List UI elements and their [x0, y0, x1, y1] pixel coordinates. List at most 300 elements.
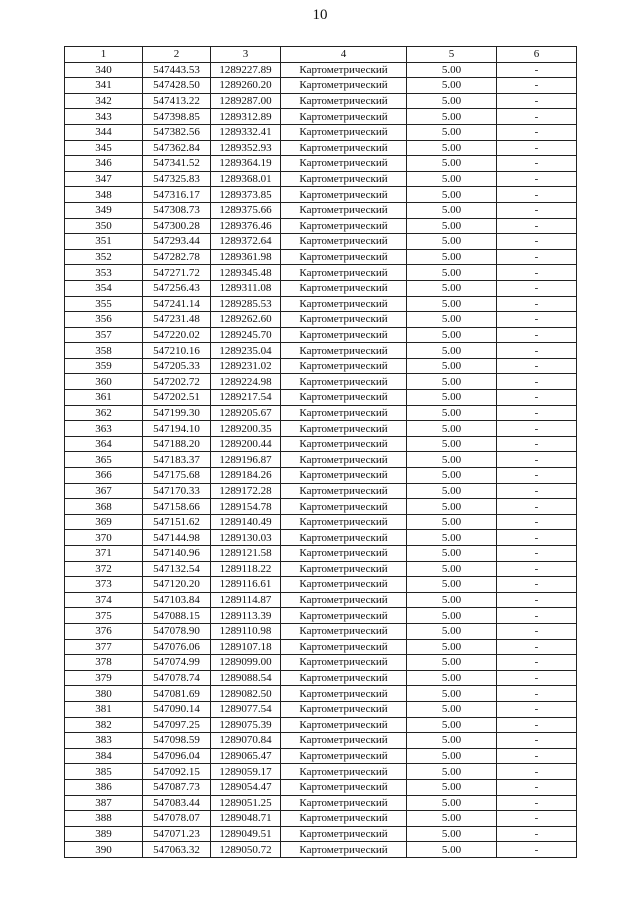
x-coordinate-cell: 547083.44 [143, 795, 211, 811]
method-cell: Картометрический [281, 265, 407, 281]
accuracy-cell: 5.00 [407, 795, 497, 811]
description-cell: - [497, 499, 577, 515]
description-cell: - [497, 62, 577, 78]
table-row [65, 795, 577, 811]
point-number-cell: 382 [65, 717, 143, 733]
table-row [65, 686, 577, 702]
column-header-3: 3 [211, 47, 281, 63]
point-number-cell: 360 [65, 374, 143, 390]
x-coordinate-cell: 547158.66 [143, 499, 211, 515]
table-row [65, 421, 577, 437]
method-cell: Картометрический [281, 764, 407, 780]
table-row [65, 390, 577, 406]
x-coordinate-cell: 547428.50 [143, 78, 211, 94]
accuracy-cell: 5.00 [407, 779, 497, 795]
description-cell: - [497, 249, 577, 265]
point-number-cell: 361 [65, 390, 143, 406]
point-number-cell: 365 [65, 452, 143, 468]
description-cell: - [497, 296, 577, 312]
table-row [65, 140, 577, 156]
description-cell: - [497, 639, 577, 655]
x-coordinate-cell: 547078.74 [143, 670, 211, 686]
method-cell: Картометрический [281, 577, 407, 593]
x-coordinate-cell: 547205.33 [143, 358, 211, 374]
point-number-cell: 362 [65, 405, 143, 421]
point-number-cell: 373 [65, 577, 143, 593]
accuracy-cell: 5.00 [407, 546, 497, 562]
method-cell: Картометрический [281, 514, 407, 530]
x-coordinate-cell: 547188.20 [143, 436, 211, 452]
accuracy-cell: 5.00 [407, 499, 497, 515]
x-coordinate-cell: 547341.52 [143, 156, 211, 172]
description-cell: - [497, 655, 577, 671]
y-coordinate-cell: 1289345.48 [211, 265, 281, 281]
description-cell: - [497, 623, 577, 639]
x-coordinate-cell: 547071.23 [143, 826, 211, 842]
accuracy-cell: 5.00 [407, 312, 497, 328]
point-number-cell: 364 [65, 436, 143, 452]
description-cell: - [497, 156, 577, 172]
accuracy-cell: 5.00 [407, 452, 497, 468]
y-coordinate-cell: 1289113.39 [211, 608, 281, 624]
accuracy-cell: 5.00 [407, 561, 497, 577]
y-coordinate-cell: 1289054.47 [211, 779, 281, 795]
table-row [65, 764, 577, 780]
x-coordinate-cell: 547098.59 [143, 733, 211, 749]
accuracy-cell: 5.00 [407, 468, 497, 484]
description-cell: - [497, 842, 577, 858]
y-coordinate-cell: 1289285.53 [211, 296, 281, 312]
table-row [65, 280, 577, 296]
method-cell: Картометрический [281, 78, 407, 94]
method-cell: Картометрический [281, 156, 407, 172]
y-coordinate-cell: 1289172.28 [211, 483, 281, 499]
accuracy-cell: 5.00 [407, 577, 497, 593]
y-coordinate-cell: 1289352.93 [211, 140, 281, 156]
x-coordinate-cell: 547078.07 [143, 811, 211, 827]
y-coordinate-cell: 1289184.26 [211, 468, 281, 484]
table-row [65, 499, 577, 515]
description-cell: - [497, 421, 577, 437]
y-coordinate-cell: 1289287.00 [211, 93, 281, 109]
x-coordinate-cell: 547210.16 [143, 343, 211, 359]
method-cell: Картометрический [281, 140, 407, 156]
point-number-cell: 352 [65, 249, 143, 265]
method-cell: Картометрический [281, 358, 407, 374]
method-cell: Картометрический [281, 795, 407, 811]
description-cell: - [497, 343, 577, 359]
accuracy-cell: 5.00 [407, 748, 497, 764]
accuracy-cell: 5.00 [407, 623, 497, 639]
point-number-cell: 372 [65, 561, 143, 577]
x-coordinate-cell: 547202.51 [143, 390, 211, 406]
x-coordinate-cell: 547087.73 [143, 779, 211, 795]
y-coordinate-cell: 1289048.71 [211, 811, 281, 827]
table-row [65, 296, 577, 312]
y-coordinate-cell: 1289116.61 [211, 577, 281, 593]
description-cell: - [497, 686, 577, 702]
x-coordinate-cell: 547382.56 [143, 124, 211, 140]
method-cell: Картометрический [281, 748, 407, 764]
point-number-cell: 385 [65, 764, 143, 780]
x-coordinate-cell: 547362.84 [143, 140, 211, 156]
table-row [65, 779, 577, 795]
table-row [65, 468, 577, 484]
table-row [65, 358, 577, 374]
point-number-cell: 351 [65, 234, 143, 250]
table-row [65, 93, 577, 109]
y-coordinate-cell: 1289075.39 [211, 717, 281, 733]
x-coordinate-cell: 547256.43 [143, 280, 211, 296]
column-header-2: 2 [143, 47, 211, 63]
coordinates-table [64, 46, 577, 858]
point-number-cell: 356 [65, 312, 143, 328]
point-number-cell: 353 [65, 265, 143, 281]
point-number-cell: 358 [65, 343, 143, 359]
description-cell: - [497, 234, 577, 250]
accuracy-cell: 5.00 [407, 514, 497, 530]
point-number-cell: 355 [65, 296, 143, 312]
y-coordinate-cell: 1289059.17 [211, 764, 281, 780]
accuracy-cell: 5.00 [407, 218, 497, 234]
column-header-4: 4 [281, 47, 407, 63]
table-row [65, 124, 577, 140]
description-cell: - [497, 390, 577, 406]
table-row [65, 670, 577, 686]
x-coordinate-cell: 547088.15 [143, 608, 211, 624]
description-cell: - [497, 764, 577, 780]
method-cell: Картометрический [281, 421, 407, 437]
table-row [65, 623, 577, 639]
y-coordinate-cell: 1289375.66 [211, 202, 281, 218]
accuracy-cell: 5.00 [407, 374, 497, 390]
y-coordinate-cell: 1289107.18 [211, 639, 281, 655]
method-cell: Картометрический [281, 312, 407, 328]
x-coordinate-cell: 547325.83 [143, 171, 211, 187]
method-cell: Картометрический [281, 390, 407, 406]
y-coordinate-cell: 1289196.87 [211, 452, 281, 468]
accuracy-cell: 5.00 [407, 686, 497, 702]
description-cell: - [497, 187, 577, 203]
description-cell: - [497, 452, 577, 468]
point-number-cell: 381 [65, 701, 143, 717]
method-cell: Картометрический [281, 93, 407, 109]
accuracy-cell: 5.00 [407, 187, 497, 203]
y-coordinate-cell: 1289373.85 [211, 187, 281, 203]
table-row [65, 405, 577, 421]
point-number-cell: 347 [65, 171, 143, 187]
point-number-cell: 371 [65, 546, 143, 562]
y-coordinate-cell: 1289049.51 [211, 826, 281, 842]
accuracy-cell: 5.00 [407, 639, 497, 655]
point-number-cell: 363 [65, 421, 143, 437]
point-number-cell: 374 [65, 592, 143, 608]
description-cell: - [497, 592, 577, 608]
x-coordinate-cell: 547097.25 [143, 717, 211, 733]
point-number-cell: 345 [65, 140, 143, 156]
x-coordinate-cell: 547231.48 [143, 312, 211, 328]
description-cell: - [497, 483, 577, 499]
y-coordinate-cell: 1289118.22 [211, 561, 281, 577]
accuracy-cell: 5.00 [407, 608, 497, 624]
point-number-cell: 344 [65, 124, 143, 140]
point-number-cell: 357 [65, 327, 143, 343]
x-coordinate-cell: 547183.37 [143, 452, 211, 468]
accuracy-cell: 5.00 [407, 327, 497, 343]
y-coordinate-cell: 1289372.64 [211, 234, 281, 250]
table-row [65, 483, 577, 499]
description-cell: - [497, 811, 577, 827]
table-row [65, 171, 577, 187]
table-row [65, 62, 577, 78]
table-row [65, 436, 577, 452]
table-row [65, 748, 577, 764]
table-header [65, 47, 577, 63]
y-coordinate-cell: 1289114.87 [211, 592, 281, 608]
description-cell: - [497, 561, 577, 577]
method-cell: Картометрический [281, 327, 407, 343]
point-number-cell: 388 [65, 811, 143, 827]
method-cell: Картометрический [281, 468, 407, 484]
table-row [65, 546, 577, 562]
point-number-cell: 366 [65, 468, 143, 484]
column-header-6: 6 [497, 47, 577, 63]
y-coordinate-cell: 1289065.47 [211, 748, 281, 764]
x-coordinate-cell: 547271.72 [143, 265, 211, 281]
accuracy-cell: 5.00 [407, 826, 497, 842]
table-row [65, 234, 577, 250]
method-cell: Картометрический [281, 218, 407, 234]
x-coordinate-cell: 547300.28 [143, 218, 211, 234]
point-number-cell: 387 [65, 795, 143, 811]
x-coordinate-cell: 547120.20 [143, 577, 211, 593]
accuracy-cell: 5.00 [407, 592, 497, 608]
description-cell: - [497, 826, 577, 842]
accuracy-cell: 5.00 [407, 733, 497, 749]
y-coordinate-cell: 1289262.60 [211, 312, 281, 328]
table-row [65, 826, 577, 842]
accuracy-cell: 5.00 [407, 405, 497, 421]
accuracy-cell: 5.00 [407, 764, 497, 780]
table-row [65, 577, 577, 593]
description-cell: - [497, 577, 577, 593]
y-coordinate-cell: 1289364.19 [211, 156, 281, 172]
y-coordinate-cell: 1289110.98 [211, 623, 281, 639]
y-coordinate-cell: 1289224.98 [211, 374, 281, 390]
description-cell: - [497, 374, 577, 390]
point-number-cell: 384 [65, 748, 143, 764]
description-cell: - [497, 670, 577, 686]
x-coordinate-cell: 547175.68 [143, 468, 211, 484]
method-cell: Картометрический [281, 62, 407, 78]
x-coordinate-cell: 547199.30 [143, 405, 211, 421]
method-cell: Картометрический [281, 779, 407, 795]
y-coordinate-cell: 1289227.89 [211, 62, 281, 78]
point-number-cell: 380 [65, 686, 143, 702]
table-row [65, 343, 577, 359]
accuracy-cell: 5.00 [407, 436, 497, 452]
accuracy-cell: 5.00 [407, 655, 497, 671]
accuracy-cell: 5.00 [407, 701, 497, 717]
method-cell: Картометрический [281, 701, 407, 717]
accuracy-cell: 5.00 [407, 530, 497, 546]
table-row [65, 156, 577, 172]
x-coordinate-cell: 547316.17 [143, 187, 211, 203]
y-coordinate-cell: 1289231.02 [211, 358, 281, 374]
description-cell: - [497, 312, 577, 328]
table-row [65, 733, 577, 749]
y-coordinate-cell: 1289260.20 [211, 78, 281, 94]
method-cell: Картометрический [281, 623, 407, 639]
accuracy-cell: 5.00 [407, 234, 497, 250]
description-cell: - [497, 327, 577, 343]
method-cell: Картометрический [281, 171, 407, 187]
point-number-cell: 389 [65, 826, 143, 842]
accuracy-cell: 5.00 [407, 717, 497, 733]
method-cell: Картометрический [281, 436, 407, 452]
point-number-cell: 377 [65, 639, 143, 655]
description-cell: - [497, 795, 577, 811]
accuracy-cell: 5.00 [407, 483, 497, 499]
accuracy-cell: 5.00 [407, 343, 497, 359]
x-coordinate-cell: 547081.69 [143, 686, 211, 702]
point-number-cell: 370 [65, 530, 143, 546]
y-coordinate-cell: 1289361.98 [211, 249, 281, 265]
y-coordinate-cell: 1289051.25 [211, 795, 281, 811]
table-row [65, 452, 577, 468]
method-cell: Картометрический [281, 374, 407, 390]
y-coordinate-cell: 1289050.72 [211, 842, 281, 858]
description-cell: - [497, 514, 577, 530]
accuracy-cell: 5.00 [407, 156, 497, 172]
point-number-cell: 342 [65, 93, 143, 109]
table-row [65, 811, 577, 827]
point-number-cell: 386 [65, 779, 143, 795]
description-cell: - [497, 109, 577, 125]
method-cell: Картометрический [281, 608, 407, 624]
point-number-cell: 350 [65, 218, 143, 234]
method-cell: Картометрический [281, 686, 407, 702]
description-cell: - [497, 530, 577, 546]
method-cell: Картометрический [281, 733, 407, 749]
accuracy-cell: 5.00 [407, 202, 497, 218]
accuracy-cell: 5.00 [407, 280, 497, 296]
x-coordinate-cell: 547063.32 [143, 842, 211, 858]
page-number: 10 [312, 7, 328, 23]
method-cell: Картометрический [281, 187, 407, 203]
y-coordinate-cell: 1289070.84 [211, 733, 281, 749]
method-cell: Картометрический [281, 530, 407, 546]
table-row [65, 265, 577, 281]
description-cell: - [497, 717, 577, 733]
description-cell: - [497, 140, 577, 156]
accuracy-cell: 5.00 [407, 265, 497, 281]
x-coordinate-cell: 547140.96 [143, 546, 211, 562]
y-coordinate-cell: 1289154.78 [211, 499, 281, 515]
method-cell: Картометрический [281, 483, 407, 499]
method-cell: Картометрический [281, 811, 407, 827]
point-number-cell: 354 [65, 280, 143, 296]
y-coordinate-cell: 1289130.03 [211, 530, 281, 546]
table-row [65, 78, 577, 94]
method-cell: Картометрический [281, 655, 407, 671]
table-body [65, 62, 577, 857]
table-row [65, 530, 577, 546]
table-row [65, 249, 577, 265]
x-coordinate-cell: 547103.84 [143, 592, 211, 608]
y-coordinate-cell: 1289217.54 [211, 390, 281, 406]
y-coordinate-cell: 1289077.54 [211, 701, 281, 717]
y-coordinate-cell: 1289205.67 [211, 405, 281, 421]
y-coordinate-cell: 1289200.35 [211, 421, 281, 437]
point-number-cell: 368 [65, 499, 143, 515]
table-row [65, 639, 577, 655]
method-cell: Картометрический [281, 670, 407, 686]
x-coordinate-cell: 547293.44 [143, 234, 211, 250]
accuracy-cell: 5.00 [407, 358, 497, 374]
accuracy-cell: 5.00 [407, 171, 497, 187]
method-cell: Картометрический [281, 717, 407, 733]
method-cell: Картометрический [281, 202, 407, 218]
method-cell: Картометрический [281, 546, 407, 562]
y-coordinate-cell: 1289140.49 [211, 514, 281, 530]
table-row [65, 701, 577, 717]
point-number-cell: 359 [65, 358, 143, 374]
x-coordinate-cell: 547096.04 [143, 748, 211, 764]
description-cell: - [497, 468, 577, 484]
method-cell: Картометрический [281, 124, 407, 140]
table-row [65, 374, 577, 390]
method-cell: Картометрический [281, 592, 407, 608]
point-number-cell: 378 [65, 655, 143, 671]
accuracy-cell: 5.00 [407, 140, 497, 156]
accuracy-cell: 5.00 [407, 109, 497, 125]
y-coordinate-cell: 1289088.54 [211, 670, 281, 686]
description-cell: - [497, 733, 577, 749]
description-cell: - [497, 701, 577, 717]
y-coordinate-cell: 1289235.04 [211, 343, 281, 359]
point-number-cell: 383 [65, 733, 143, 749]
point-number-cell: 369 [65, 514, 143, 530]
description-cell: - [497, 358, 577, 374]
x-coordinate-cell: 547220.02 [143, 327, 211, 343]
description-cell: - [497, 78, 577, 94]
table-row [65, 312, 577, 328]
table-row [65, 608, 577, 624]
x-coordinate-cell: 547398.85 [143, 109, 211, 125]
description-cell: - [497, 546, 577, 562]
description-cell: - [497, 436, 577, 452]
method-cell: Картометрический [281, 826, 407, 842]
x-coordinate-cell: 547074.99 [143, 655, 211, 671]
accuracy-cell: 5.00 [407, 124, 497, 140]
description-cell: - [497, 218, 577, 234]
accuracy-cell: 5.00 [407, 811, 497, 827]
table-row [65, 109, 577, 125]
accuracy-cell: 5.00 [407, 390, 497, 406]
method-cell: Картометрический [281, 842, 407, 858]
method-cell: Картометрический [281, 296, 407, 312]
x-coordinate-cell: 547413.22 [143, 93, 211, 109]
point-number-cell: 343 [65, 109, 143, 125]
x-coordinate-cell: 547443.53 [143, 62, 211, 78]
accuracy-cell: 5.00 [407, 842, 497, 858]
table-row [65, 717, 577, 733]
method-cell: Картометрический [281, 280, 407, 296]
x-coordinate-cell: 547078.90 [143, 623, 211, 639]
description-cell: - [497, 93, 577, 109]
description-cell: - [497, 171, 577, 187]
